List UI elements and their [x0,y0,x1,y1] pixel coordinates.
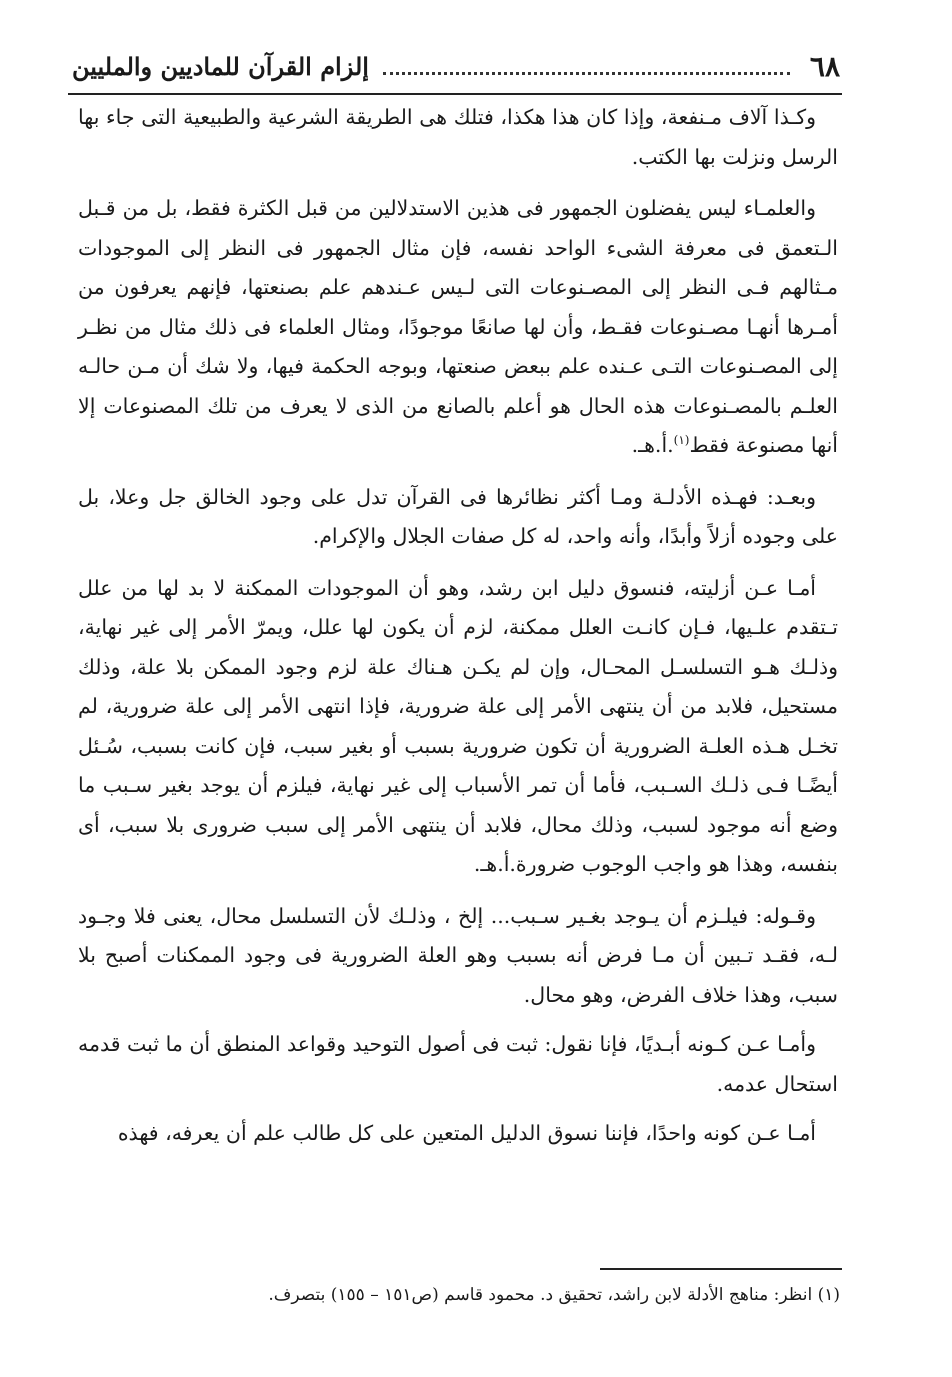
footnote: (١) انظر: مناهج الأدلة لابن راشد، تحقيق د. محمود قاسم (ص١٥١ – ١٥٥) بتصرف. [268,1285,840,1305]
paragraph: وقـوله: فيلـزم أن يـوجد بغـير سـبب... إلخ ، وذلـك لأن التسلسل محال، يعنى فلا وجـود لـه، فقـد تـبين أن مـا فرض أنه بسبب وهو العلة الضرورية فى وجود الممكنات أصبح بلا سبب، وهذا خلاف الفرض، وهو محال. [78,903,838,1007]
page-number: ٦٨ [809,49,840,83]
paragraph: وكـذا آلاف مـنفعة، وإذا كان هذا هكذا، فتلك هى الطريقة الشرعية والطبيعية التى جاء بها الرسل ونزلت بها الكتب. [78,105,838,169]
page-header [72,40,840,92]
header-leader-dots [383,72,790,75]
paragraph: أمـا عـن كونه واحدًا، فإننا نسوق الدليل المتعين على كل طالب علم أن يعرفه، فهذه [117,1121,816,1145]
footnote-divider [600,1268,842,1270]
body-text [78,98,838,1166]
paragraph [78,189,838,466]
paragraph-text: والعلمـاء ليس يفضلون الجمهور فى هذين الاستدلالين من قبل الكثرة فقط، بل من قـبل الـتعمق فى معرفة الشىء الواحد نفسه، فإن مثال الجمهور فى النظر إلى الموجودات مـثالهم فـى النظر إلى المصـنوعات التى لـيس عـندهم علم بصنعتها، فإنهم يعرفون من أمـرها أنهـا مصـنوعات فقـط، وأن لها صانعًا موجودًا، ومثال العلماء فى ذلك مثال من نظـر إلى المصـنوعات التـى عـنده علم ببعض صنعتها، وبوجه الحكمة فيها، ولا شك أن مـن حالـه العلـم بالمصـنوعات هذه الحال هو أعلم بالصانع من الذى لا يعرف من تلك المصنوعات إلا أنها مصنوعة فقط [78,196,838,457]
paragraph: وبعـد: فهـذه الأدلـة ومـا أكثر نظائرها فى القرآن تدل على وجود الخالق جل وعلا، بل على وجوده أزلاً وأبدًا، وأنه واحد، له كل صفات الجلال والإكرام. [78,484,838,548]
paragraph: أمـا عـن أزليته، فنسوق دليل ابن رشد، وهو أن الموجودات الممكنة لا بد لها من علل تـتقدم علـيها، فـإن كانـت العلل ممكنة، لزم أن يكون لها علل، ويمرّ الأمر إلى غير نهاية، وذلـك هـو التسلسـل المحـال، وإن لم يكـن هـناك علة لزم وجود الممكن بلا علة، وذلك مستحيل، فلابد من أن ينتهى الأمر إلى علة ضرورية، فإذا انتهى الأمر إلى علة ضرورية، لم تخـل هـذه العلـة الضرورية أن تكون ضرورية بسبب أو بغير سبب، فإن كانت بسبب، سُـئل أيضًـا فـى ذلـك السـبب، فأما أن تمر الأسباب إلى غير نهاية، فيلزم أن يوجد بغير سـبب ما وضع أنه موجود لسبب، وذلك محال، فلابد أن ينتهى الأمر إلى سبب ضرورى بلا سبب، أى بنفسه، وهذا هو واجب الوجوب ضرورة.أ.هـ. [78,575,838,876]
paragraph: وأمـا عـن كـونه أبـديًا، فإنا نقول: ثبت فى أصول التوحيد وقواعد المنطق أن ما ثبت قدمه استحال عدمه. [78,1032,838,1096]
footnote-reference[interactable]: (١) [673,433,690,448]
header-divider [68,93,842,95]
running-title: إلزام القرآن للماديين والمليين [72,51,369,81]
quote-end-marker: .أ.هـ. [631,433,674,457]
